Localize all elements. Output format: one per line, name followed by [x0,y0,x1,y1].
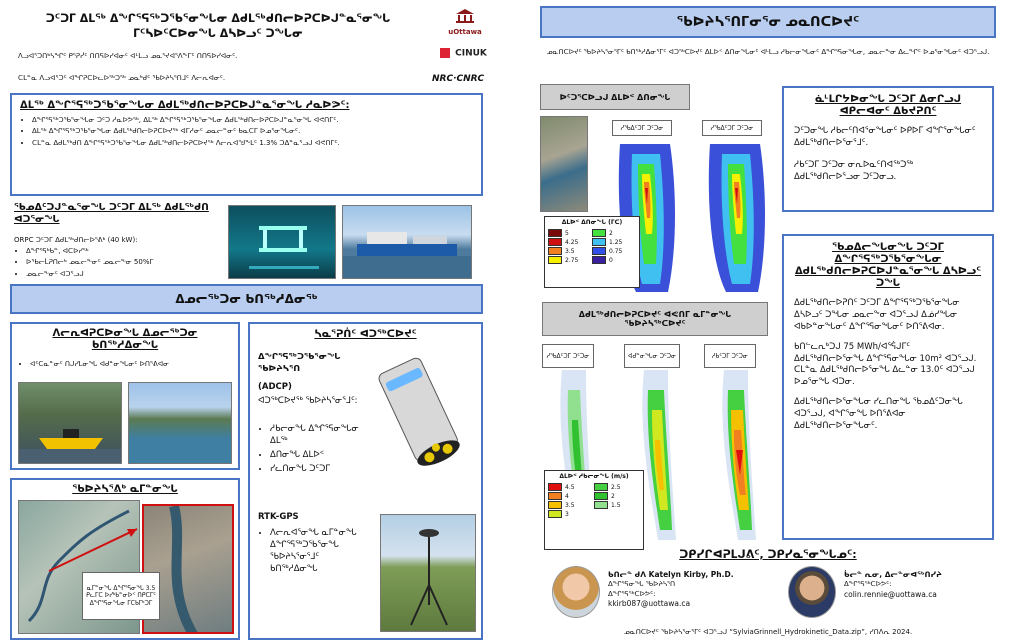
legend-label: 5 [565,229,569,237]
paragraph: ᑲᑎᓪᓚᕆᒃᑐᒍ 75 MWh/ᐊᕐᕌᒍᒥᑦ ᐃᑯᒪᖅᑯᑎᓕᐅᕐᓂᖓ ᐃᖏᕐᕋᓂᖓᓂ 10m² ᐊᑐᕐᓗᒍ. ᑕᒪᓐᓇ ᐃᑯᒪᖅᑯᑎᓕᐅᕐᓂᖓ ᐃᓚᓐᓂ 13.0ᑦ ᐊᑐᕐᓗᒍ ᐅᓄᕐᓂᖓ ᐊᑐᓂ. [794,341,977,388]
list-item: • ᓄᓇᓕᖕᓂᑦ ᐊᑐᕐᓗᒍ [26,270,224,279]
instruments-box [248,322,483,640]
site-location-label: ᓇᒥᓐᓂᖓ ᐃᖏᕐᕋᓂᖓ 3.5 ᑭᓚᒥᑕ ᐅᓯᒃᑲᓐᓂᐅᑉ ᑎᑭᑕᒥᑦ ᐃᖏᕐᕋᓂᖓᓂ ᒥᑕᑲᒥᒃᑐᒥ [82,572,160,620]
kirby-email-label: ᐃᖏᕐᕋᖅᑕᐅᕗᑦ: [608,589,656,598]
legend-title: ᐃᒪᐅᑉ ᓱᑲᓕᓂᖓ (m/s) [559,473,629,480]
list-item: • ᐅᖃᓕᒫᕈᑎᓕᒃ ᓄᓇᓕᖕᓂᑦ ᓄᓇᓕᖕᓂ 50%ᒥ [26,258,224,267]
adcp-acronym: (ADCP) [258,382,292,392]
depth-map-label-1: ᓱᖃᐃᑦᑐᒥ ᑐᑦᑐᓂ [612,120,672,136]
rtk-gps-photo [380,514,476,632]
box-heading: ᓈᒻᒪᒋᔭᐅᓂᖓ ᑐᑦᑐᒥ ᐃᓂᒋᓗᒍ ᐊᑭᓕᐊᓂᑦ ᐃᑲᔪᕈᑎᑦ [814,94,962,117]
legend-label: 1.5 [611,501,621,509]
rennie-prefix: ᑳᓕᓐ ᕆᓂ, ᐃᓕᓐᓂᐊᖅᑎᓯᔨ [844,570,942,579]
uottawa-logo: uOttawa [440,8,490,36]
legend-label: 3 [565,510,569,518]
box-heading: ᓴᓇᕐᕈᑏᑦ ᐊᑐᖅᑕᐅᔪᑦ [314,329,417,340]
legend-label: 2 [609,229,613,237]
legend-title: ᐃᒪᐅᑉ ᐃᑎᓂᖓ (ᒥᑕ) [561,219,623,226]
footer-note: ᓄᓇᑎᑕᐅᔪᑦ ᖃᐅᔨᓴᕐᓂᕐᒥᑦ ᐊᑐᕐᓗᒍ “SylviaGrinnell_Hydrokinetic_Data.zip”, ᓯᑎᐱᕆ 2024. [623,628,913,636]
legend-label: 4.5 [565,483,575,491]
results-intro: ᓄᓇᑎᑕᐅᔪᑦ ᖃᐅᔨᓴᕐᓂᕐᒥᑦ ᑲᑎᖅᓱᐃᓂᕐᒥᑦ ᐊᑐᖅᑕᐅᔪᑦ ᐃᒪᐅᑉ ᐃᑎᓂᖓᓂᑦ ᐊᒻᒪᓗ ᓱᑲᓕᓂᖓᓂᑦ ᐃᖏᕐᕋᓂᖓᓂ, ᓄᓇᓕᖕᓂ ᐃᓚᖏᑦ ᐅᓄᕐᓂᖓᓂᑦ ᐊᑐᕐᓗᒍ. [546,48,990,56]
rennie-role: ᐃᖏᕐᕋᖅᑕᐅᕗᑦ: [844,580,892,589]
orpc-line: ORPC ᑐᑦᑐᒥ ᐃᑯᒪᖅᑯᑎᓕᐅᕐᕕᒃ (40 kW): [14,236,138,244]
legend-swatch [548,256,562,264]
river-photo [128,382,232,464]
orpc-list [14,247,224,281]
survey-boat-photo [18,382,122,464]
kirby-role: ᐃᖏᕐᕋᓂᖓ ᖃᐅᔨᓴᕐᑎ [608,580,676,589]
legend-swatch [548,229,562,237]
velocity-map-label-1: ᓱᖃᐃᑦᑐᒥ ᑐᑦᑐᓂ [542,344,594,368]
legend-swatch [592,247,606,255]
velocity-map-3 [704,370,774,540]
legend-label: 4.25 [565,238,579,246]
intro-text-1: ᐱᓗᐊᕐᑐᑎᒃᓴᖏᑦ ᑭᕐᕈᓰᑦ ᑎᑎᕋᐅᓯᐊᓂᑦ ᐊᒻᒪᓗ ᓄᓇᕐᔪᐊᕐᐱᖕᒥᑦ ᑎᑎᕋᐅᓯᐊᓂᑦ. [18,52,238,60]
building-icon [454,8,476,24]
list-item: • ᐱᓕᕆᐊᕐᓂᖓ ᓇᒥᓐᓂᖓ ᐃᖏᕐᕋᖅᑐᖃᕐᓂᖓ ᖃᐅᔨᓴᕐᓂᕐᒧᑦ ᑲᑎᖅᓱᐃᓂᖓ [270,528,368,576]
velocity-map-label-2: ᐊᑯᓐᓂᖓᓂ ᑐᑦᑐᓂ [624,344,680,368]
study-site-box [10,478,240,640]
legend-label: 0.75 [609,247,623,255]
rennie-email[interactable]: colin.rennie@uottawa.ca [844,589,937,599]
depth-legend [544,216,640,288]
kirby-name: Katelyn Kirby, Ph.D. [648,570,734,579]
velocity-legend [544,470,644,550]
legend-swatch [594,483,608,491]
legend-swatch [548,501,562,509]
results-banner: ᖃᐅᔨᓴᕐᑎᒥᓂᕐᓂ ᓄᓇᑎᑕᐅᔪᑦ [540,6,996,38]
legend-swatch [594,492,608,500]
rtk-gps-title: RTK-GPS [258,512,299,522]
depth-map-label-2: ᓱᖃᐃᑦᑐᒥ ᑐᑦᑐᓂ [702,120,762,136]
legend-label: 0 [609,256,613,264]
kirby-email[interactable]: kkirb087@uottawa.ca [608,599,691,608]
data-collection-banner: ᐃᓄᓕᖅᑐᓂ ᑲᑎᖅᓱᐃᓂᖅ [10,284,483,314]
potential-box [782,234,994,540]
box-heading: ᖃᐅᔨᓴᕐᕕᒃ ᓇᒥᓐᓂᖓ [72,484,178,495]
list-item: • ᐃᖏᕐᕋᖅᑐᖃᕐᓂᖓᓂ ᑐᑦᑐ ᓱᓇᐅᕗᖅ, ᐃᒪᖅ ᐃᖏᕐᕋᖅᑐᖃᕐᓂᖓᓂ ᐃᑯᒪᖅᑯᑎᓕᐅᕈᑕᐅᒍᓐᓇᕐᓂᖓ ᐊᕙᑎᒥᑦ. [32,116,473,125]
legend-swatch [548,247,562,255]
paragraph: ᓱᑲᑦᑐᒥ ᑐᑦᑐᓂ ᓂᕆᐅᓇᑦᑎᐊᖅᑐᖅ ᐃᑯᒪᖅᑯᑎᓕᐅᕐᓗᓂ ᑐᑦᑐᓂᓗ. [794,159,914,182]
legend-label: 3.5 [565,247,575,255]
site-aerial-photo [540,116,588,212]
legend-label: 2 [611,492,615,500]
list-item: • ᐊᑦᑕᓇᓐᓂᑦ ᑎᒍᓯᒪᓂᖓ ᐊᑯᓐᓂᖓᓂᑦ ᐅᑎᕐᕕᐊᓂ [30,360,232,369]
rtk-list [258,528,368,578]
legend-swatch [592,238,606,246]
kirby-contact [608,570,768,609]
legend-label: 1.25 [609,238,623,246]
list-item: • ᐃᒪᖅ ᐃᖏᕐᕋᖅᑐᖃᕐᓂᖓᓂ ᐃᑯᒪᖅᑯᑎᓕᐅᕈᑕᐅᔪᖅ ᐊᒥᓱᓂᑦ ᓄᓇᓕᓐᓂᑦ ᑲᓇᑕᒥ ᐅᓄᕐᓂᖓᓂᑦ. [32,127,473,136]
box-heading: ᖃᓄᐃᓕᖓᓂᖓ ᑐᑦᑐᒥ ᐃᖏᕐᕋᖅᑐᖃᕐᓂᖓᓂ ᐃᑯᒪᖅᑯᑎᓕᐅᕈᑕᐅᒍᓐᓇᕐᓂᖓ ᐃᓴᐅᓗᑦ ᑐᖓ [794,242,982,289]
adcp-title: ᐃᖏᕐᕋᖅᑐᖃᕐᓂᖓ ᖃᐅᔨᓴᕐᑎ [258,352,341,374]
list-item: • ᓯᓚᑎᓂᖓ ᑐᑦᑐᒥ [270,464,368,476]
box-heading: ᐃᒪᖅ ᐃᖏᕐᕋᖅᑐᖃᕐᓂᖓᓂ ᐃᑯᒪᖅᑯᑎᓕᐅᕈᑕᐅᒍᓐᓇᕐᓂᖓ ᓱᓇᐅᕗᑦ: [20,100,350,111]
velocity-map-label-3: ᓱᑲᑦᑐᒥ ᑐᑦᑐᓂ [704,344,756,368]
rennie-avatar [788,566,836,618]
paragraph: ᑐᑦᑐᓂᖓ ᓱᑲᓕᑦᑎᐊᕐᓂᖓᓂᑦ ᐅᑭᐅᒥ ᐊᖏᕐᓂᖓᓂᑦ ᐃᑯᒪᖅᑯᑎᓕᐅᕐᓂᕐᒧᑦ. [794,126,976,148]
turbine-barge-photo [342,205,472,279]
box-heading: ᐱᓕᕆᐊᕈᑕᐅᓂᖓ ᐃᓄᓕᖅᑐᓂ ᑲᑎᖅᓱᐃᓂᖓ [52,328,198,351]
adcp-description: ᐊᑐᖅᑕᐅᔪᖅ ᖃᐅᔨᓴᕐᓂᕐᒧᑦ: [258,396,358,406]
list-item: • ᓱᑲᓕᓂᖓ ᐃᖏᕐᕋᓂᖓᓂ ᐃᒪᖅ [270,424,368,448]
poster-title: ᑐᑦᑐᒥ ᐃᒪᖅ ᐃᖏᕐᕋᖅᑐᖃᕐᓂᖓᓂ ᐃᑯᒪᖅᑯᑎᓕᐅᕈᑕᐅᒍᓐᓇᕐᓂᖓ ᒥᑦᓴᐅᑦᑕᐅᓂᖓ ᐃᓴᐅᓗᑦ ᑐᖓᓂ [45,12,391,40]
kirby-prefix: ᑲᑎᓕᓐ ᑯᐱ [608,570,647,579]
paragraph: ᐃᑯᒪᖅᑯᑎᓕᐅᕈᑎᑦ ᑐᑦᑐᒥ ᐃᖏᕐᕋᖅᑐᖃᕐᓂᖓᓂ ᐃᓴᐅᓗᑦ ᑐᖓᓂ ᓄᓇᓕᖕᓂ ᐊᑐᕐᓗᒍ ᐃᓅᓯᖓᓂ ᐊᑲᐅᓐᓂᖓᓂᑦ ᐃᖏᕐᕋᓂᖓᓂᑦ ᐅᑎᕐᕕᐊᓂ. [794,298,960,332]
nrc-logo: NRC·CNRC [432,74,485,84]
list-item: • ᑕᒪᓐᓇ ᐃᑯᒪᖅᑯᑎ ᐃᖏᕐᕋᖅᑐᖃᕐᓂᖓᓂ ᐃᑯᒪᖅᑯᑎᓕᐅᕈᑕᐅᔪᖅ ᐱᓕᕆᐊᖑᖕᒪᑦ 1.3% ᑐᐃᓐᓇᕐᓗᒍ ᐊᕙᑎᒥᑦ. [32,139,473,148]
legend-label: 2.5 [611,483,621,491]
legend-swatch [592,229,606,237]
contacts-heading: ᑐᑭᓯᒋᐊᕈᒪᒍᕕᑦ, ᑐᑭᓯᓇᕐᓂᖓᓄᑦ: [679,548,857,561]
legend-swatch [548,492,562,500]
depth-map-2 [702,124,772,294]
kirby-avatar [552,566,600,618]
adcp-list [258,424,368,478]
cinuk-logo: CINUK [440,48,500,59]
right-poster-page [512,0,1024,644]
legend-swatch [548,483,562,491]
rennie-contact [844,570,994,600]
list-item: • ᐃᖏᕐᕋᒃᑲᓐ, ᐊᑕᐅᓯᖅ [26,247,224,256]
data-collection-box [10,322,240,470]
intro-text-2: ᑕᒪᓐᓇ ᐱᓗᐊᕐᑐᑦ ᐊᖏᕈᑕᐅᓚᐅᖅᑐᖅ ᓄᓇᒃᑯᑦ ᖃᐅᔨᓴᕐᑎᒧᑦ ᐱᓕᕆᐊᓂᑦ. [18,74,226,82]
legend-label: 3.5 [565,501,575,509]
turbine-underwater-photo [228,205,336,279]
paragraph: ᐃᑯᒪᖅᑯᑎᓕᐅᕐᓂᖓᓂ ᓯᓚᑎᓂᖓ ᖃᓄᐃᑦᑐᓂᖓ ᐊᑐᕐᓗᒍ, ᐊᖏᕐᓂᖓ ᐅᑎᕐᕕᐊᓂ ᐃᑯᒪᖅᑯᑎᓕᐅᕐᓂᖓᓂᑦ. [794,397,963,432]
legend-swatch [592,256,606,264]
what-is-hydrokinetic-box [10,93,483,196]
legend-label: 2.75 [565,256,579,264]
legend-swatch [548,238,562,246]
velocity-section-label: ᐃᑯᒪᖅᑯᑎᓕᐅᕈᑕᐅᔪᑦ ᐊᕙᑎᒥ ᓇᒥᓐᓂᖓ ᖃᐅᔨᓴᖅᑕᐅᔪᑦ [542,302,768,336]
depth-section-label: ᐅᑦᑐᕐᑕᐅᓗᒍ ᐃᒪᐅᑉ ᐃᑎᓂᖓ [540,84,690,110]
legend-swatch [594,501,608,509]
orpc-heading: ᖃᓄᐃᑦᑐᒍᓐᓇᕐᓂᖓ ᑐᑦᑐᒥ ᐃᒪᖅ ᐃᑯᒪᖅᑯᑎ ᐊᑐᕐᓂᖓ [14,202,209,226]
site-suitability-box [782,86,994,212]
legend-swatch [548,510,562,518]
list-item: • ᐃᑎᓂᖓ ᐃᒪᐅᑉ [270,450,368,462]
legend-label: 4 [565,492,569,500]
adcp-instrument-image [368,350,478,480]
